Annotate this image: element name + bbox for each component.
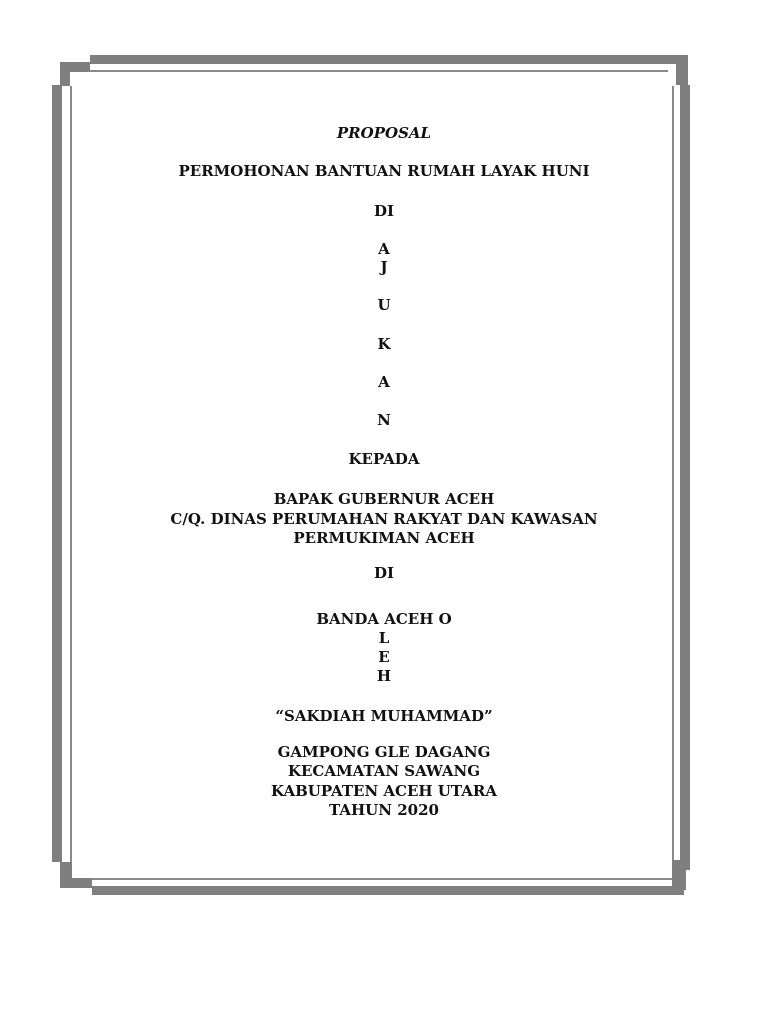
border-top-bar	[90, 55, 682, 64]
doc-address-village: GAMPONG GLE DAGANG	[277, 743, 491, 761]
doc-location: BANDA ACEH O	[316, 610, 452, 628]
doc-address-district: KECAMATAN SAWANG	[287, 762, 481, 780]
doc-letter-h: H	[376, 667, 392, 685]
doc-letter-a: A	[378, 240, 390, 258]
doc-letter-k: K	[377, 335, 391, 353]
doc-recipient: BAPAK GUBERNUR ACEH	[273, 490, 495, 508]
doc-title: PERMOHONAN BANTUAN RUMAH LAYAK HUNI	[178, 162, 590, 180]
doc-letter-a2: A	[378, 373, 390, 391]
doc-line-kepada: KEPADA	[348, 450, 420, 468]
doc-line-di2: DI	[373, 564, 395, 582]
border-bottom-bar	[92, 886, 684, 895]
doc-letter-u: U	[377, 296, 391, 314]
border-left-top-stub	[60, 62, 70, 86]
doc-recipient-cq-cont: PERMUKIMAN ACEH	[293, 529, 475, 547]
border-top-right-corner	[676, 55, 688, 85]
doc-letter-e: E	[378, 648, 390, 666]
border-inner-top-line	[88, 70, 668, 72]
doc-letter-n: N	[377, 411, 391, 429]
doc-letter-l: L	[378, 629, 390, 647]
border-inner-bottom-line	[92, 878, 672, 880]
doc-year: TAHUN 2020	[329, 801, 439, 819]
doc-heading-proposal: PROPOSAL	[336, 124, 432, 142]
doc-recipient-cq: C/Q. DINAS PERUMAHAN RAKYAT DAN KAWASAN	[170, 510, 598, 528]
doc-address-regency: KABUPATEN ACEH UTARA	[271, 782, 497, 800]
doc-line-di: DI	[373, 202, 395, 220]
doc-applicant-name: “SAKDIAH MUHAMMAD”	[275, 707, 493, 725]
border-bottom-left-corner	[60, 878, 92, 888]
doc-letter-j: J	[380, 258, 388, 276]
